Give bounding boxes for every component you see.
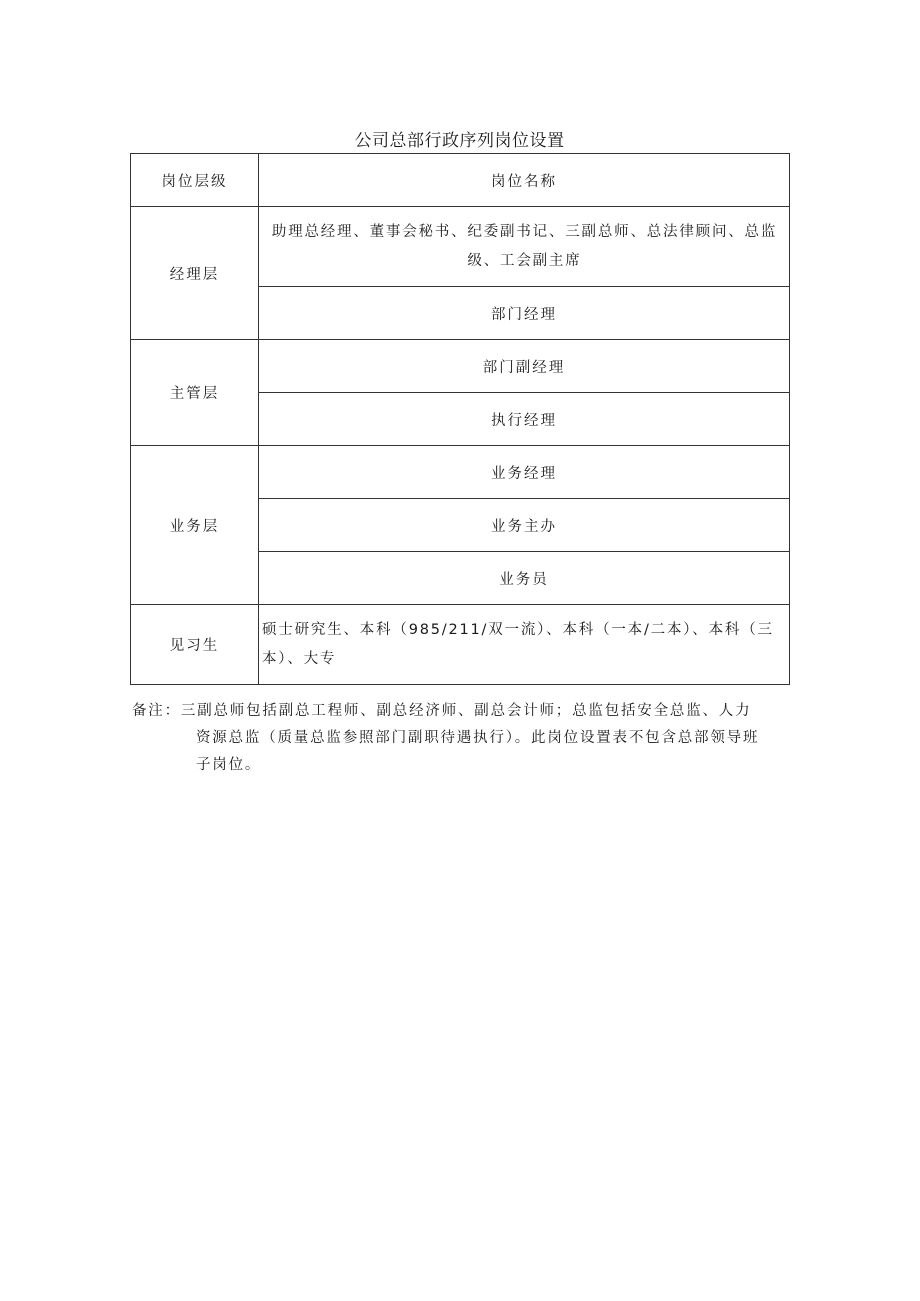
- table-row: [131, 446, 790, 499]
- position-table: [130, 153, 790, 685]
- position-cell: 部门副经理: [259, 340, 790, 393]
- header-level: 岗位层级: [131, 154, 259, 207]
- level-cell: 主管层: [131, 340, 259, 446]
- table-header-row: [131, 154, 790, 207]
- footnote-line: 三副总师包括副总工程师、副总经济师、副总会计师；总监包括安全总监、人力: [180, 703, 752, 719]
- level-cell: 见习生: [131, 605, 259, 685]
- position-cell: 部门经理: [259, 287, 790, 340]
- footnote-line: 子岗位。: [196, 757, 262, 773]
- position-cell: 业务员: [259, 552, 790, 605]
- table-row: [131, 207, 790, 287]
- position-cell: 硕士研究生、本科（985/211/双一流）、本科（一本/二本）、本科（三本）、大专: [259, 605, 790, 685]
- position-cell: 业务主办: [259, 499, 790, 552]
- header-name: 岗位名称: [259, 154, 790, 207]
- footnote: [132, 698, 792, 779]
- document-title: 公司总部行政序列岗位设置: [354, 131, 565, 151]
- level-cell: 经理层: [131, 207, 259, 340]
- position-cell: 业务经理: [259, 446, 790, 499]
- position-cell: 助理总经理、董事会秘书、纪委副书记、三副总师、总法律顾问、总监级、工会副主席: [259, 207, 790, 287]
- footnote-line: 资源总监（质量总监参照部门副职待遇执行）。此岗位设置表不包含总部领导班: [196, 730, 760, 746]
- position-cell: 执行经理: [259, 393, 790, 446]
- footnote-label: 备注：: [132, 703, 181, 719]
- table-row: [131, 340, 790, 393]
- table-row: [131, 605, 790, 685]
- level-cell: 业务层: [131, 446, 259, 605]
